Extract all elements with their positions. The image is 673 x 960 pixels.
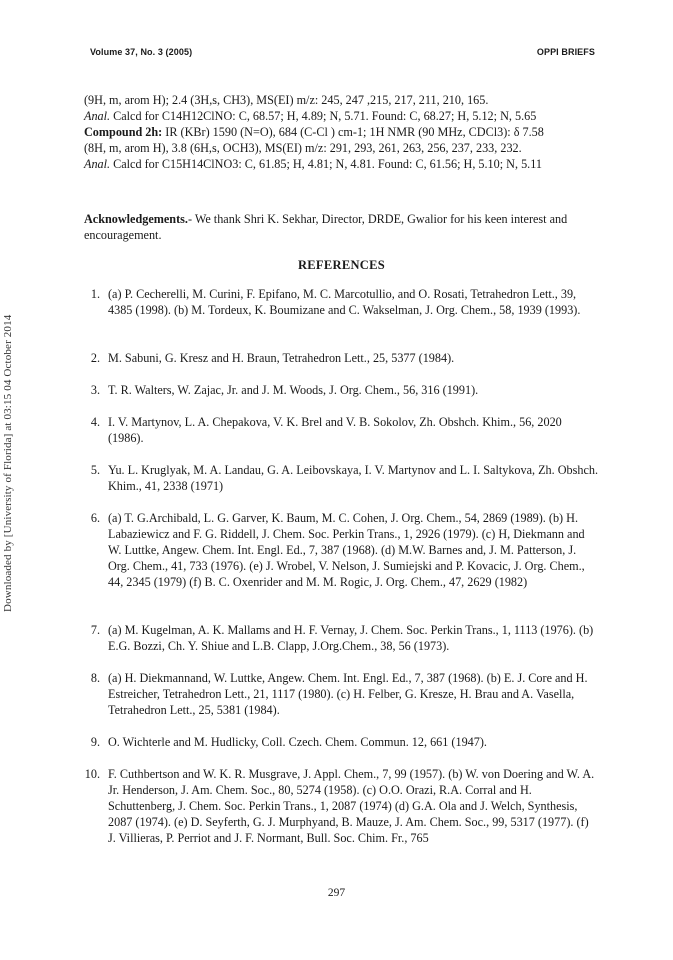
ack-text: - We thank Shri K. Sekhar, Director, DRDE, Gwalior for his keen interest and encouragement. [84, 212, 568, 242]
reference-item [84, 766, 599, 846]
data-line-1: (9H, m, arom H); 2.4 (3H,s, CH3), MS(EI) m/z: 245, 247 ,215, 217, 211, 210, 165. [84, 93, 489, 107]
reference-item [84, 622, 599, 654]
reference-item [84, 734, 599, 750]
reference-number: 7. [90, 623, 100, 637]
running-header-volume: Volume 37, No. 3 (2005) [90, 47, 193, 57]
reference-text: (a) P. Cecherelli, M. Curini, F. Epifano, M. C. Marcotullio, and O. Rosati, Tetrahedron Lett., 39, 4385 (1998). (b) M. Tordeux, K. Boumizane and C. Wakselman, J. Org. Chem., 58, 1939 (1993). [108, 287, 581, 317]
references-heading: REFERENCES [297, 258, 386, 272]
data-line-3 [84, 124, 599, 140]
reference-item [84, 510, 599, 590]
ack-label: Acknowledgements. [84, 212, 188, 226]
reference-number: 2. [90, 351, 100, 365]
reference-number: 6. [90, 511, 100, 525]
reference-item [84, 350, 599, 366]
reference-item [84, 462, 599, 494]
reference-text: (a) H. Diekmannand, W. Luttke, Angew. Chem. Int. Engl. Ed., 7, 387 (1968). (b) E. J. Core and H. Estreicher, Tetrahedron Lett., 21, 1117 (1980). (c) H. Felber, G. Kresze, H. Brau and A. Vasella, Tetrahedron Lett., 25, 5381 (1984). [108, 671, 588, 717]
anal-text: Calcd for C14H12ClNO: C, 68.57; H, 4.89; N, 5.71. Found: C, 68.27; H, 5.12; N, 5.65 [113, 109, 537, 123]
compound-label: Compound 2h: [84, 125, 163, 139]
reference-text: T. R. Walters, W. Zajac, Jr. and J. M. Woods, J. Org. Chem., 56, 316 (1991). [108, 383, 479, 397]
reference-text: Yu. L. Kruglyak, M. A. Landau, G. A. Leibovskaya, I. V. Martynov and L. I. Saltykova, Zh. Obshch. Khim., 41, 2338 (1971) [108, 463, 599, 493]
reference-item [84, 670, 599, 718]
reference-text: O. Wichterle and M. Hudlicky, Coll. Czech. Chem. Commun. 12, 661 (1947). [108, 735, 487, 749]
reference-number: 1. [90, 287, 100, 301]
acknowledgements [84, 211, 599, 243]
reference-number: 4. [90, 415, 100, 429]
page-number: 297 [327, 887, 346, 899]
reference-number: 9. [90, 735, 100, 749]
data-line-4: (8H, m, arom H), 3.8 (6H,s, OCH3), MS(EI) m/z: 291, 293, 261, 263, 256, 237, 233, 232. [84, 141, 522, 155]
data-line-2 [84, 108, 599, 124]
download-watermark: Downloaded by [University of Florida] at 03:15 04 October 2014 [2, 314, 14, 612]
reference-number: 5. [90, 463, 100, 477]
reference-item [84, 286, 599, 318]
reference-text: I. V. Martynov, L. A. Chepakova, V. K. Brel and V. B. Sokolov, Zh. Obshch. Khim., 56, 2020 (1986). [108, 415, 562, 445]
reference-text: (a) T. G.Archibald, L. G. Garver, K. Baum, M. C. Cohen, J. Org. Chem., 54, 2869 (1989). (b) H. Labaziewicz and F. G. Riddell, J. Chem. Soc. Perkin Trans., 1, 2926 (1979). (c) H, Diekmann and W. Luttke, Angew. Chem. Int. Engl. Ed., 7, 387 (1968). (d) M.W. Barnes and, J. M. Patterson, J. Org. Chem., 41, 733 (1976). (e) J. Wrobel, V. Nelson, J. Sumiejski and P. Kovacic, J. Org. Chem., 44, 2345 (1979) (f) B. C. Oxenrider and M. M. Rogic, J. Org. Chem., 47, 2629 (1982) [108, 511, 585, 589]
reference-item [84, 414, 599, 446]
compound-ir-text: IR (KBr) 1590 (N=O), 684 (C-Cl ) cm-1; 1H NMR (90 MHz, CDCl3): δ 7.58 [165, 125, 544, 139]
reference-text: M. Sabuni, G. Kresz and H. Braun, Tetrahedron Lett., 25, 5377 (1984). [108, 351, 455, 365]
anal-label: Anal. [84, 109, 111, 123]
reference-number: 10. [84, 767, 100, 781]
experimental-data-block [84, 92, 599, 172]
anal-label-2: Anal. [84, 157, 111, 171]
reference-number: 3. [90, 383, 100, 397]
data-line-5 [84, 156, 599, 172]
reference-item [84, 382, 599, 398]
running-header-section: OPPI BRIEFS [536, 47, 595, 57]
reference-text: F. Cuthbertson and W. K. R. Musgrave, J. Appl. Chem., 7, 99 (1957). (b) W. von Doering and W. A. Jr. Henderson, J. Am. Chem. Soc., 80, 5274 (1958). (c) O.O. Orazi, R.A. Corral and H. Schuttenberg, J. Chem. Soc. Perkin Trans., 1, 2087 (1974) (d) G.A. Ola and J. Welch, Synthesis, 2087 (1974). (e) D. Seyferth, G. J. Murphyand, B. Mauze, J. Am. Chem. Soc., 99, 5317 (1977). (f) J. Villieras, P. Perriot and J. F. Normant, Bull. Soc. Chim. Fr., 765 [108, 767, 595, 845]
reference-number: 8. [90, 671, 100, 685]
anal-text-2: Calcd for C15H14ClNO3: C, 61.85; H, 4.81; N, 4.81. Found: C, 61.56; H, 5.10; N, 5.11 [113, 157, 542, 171]
reference-text: (a) M. Kugelman, A. K. Mallams and H. F. Vernay, J. Chem. Soc. Perkin Trans., 1, 1113 (1976). (b) E.G. Bozzi, Ch. Y. Shiue and L.B. Clapp, J.Org.Chem., 38, 56 (1973). [108, 623, 594, 653]
